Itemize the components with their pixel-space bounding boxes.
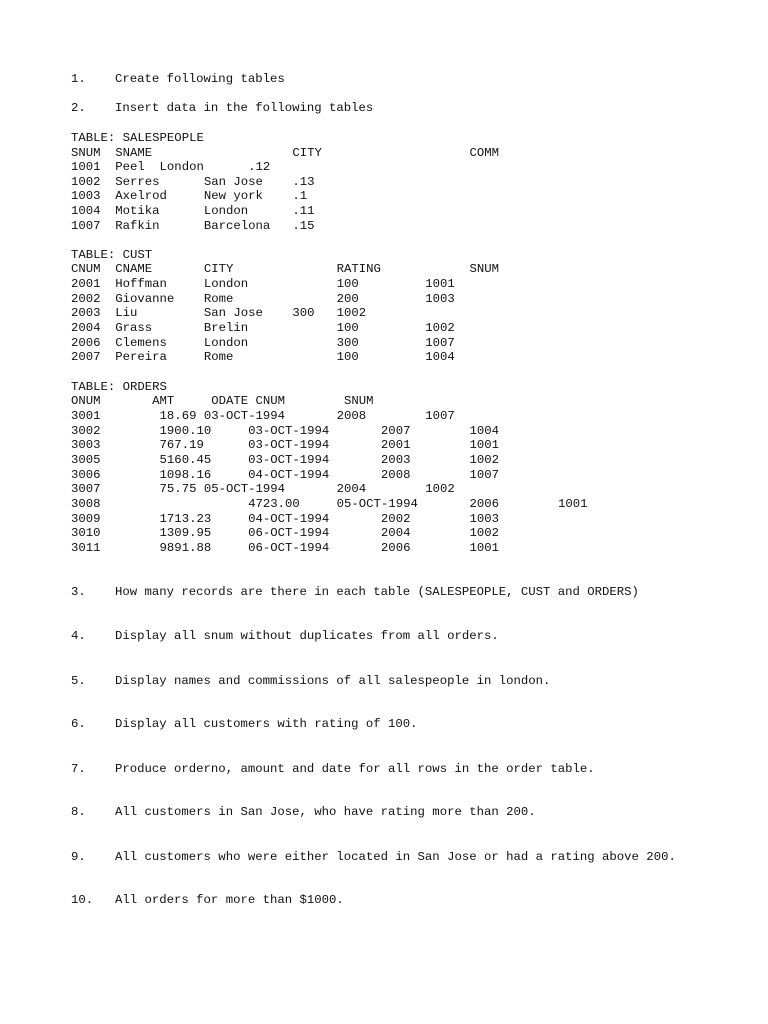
item-6-number: 6.	[71, 717, 86, 731]
salespeople-row: 1001 Peel London .12	[71, 160, 271, 174]
salespeople-row: 1003 Axelrod New york .1	[71, 189, 308, 203]
item-3-number: 3.	[71, 585, 86, 599]
item-9-text: All customers who were either located in San Jose or had a rating above 200.	[115, 850, 676, 864]
orders-row: 3008 4723.00 05-OCT-1994 2006 1001	[71, 497, 588, 511]
salespeople-row: 1004 Motika London .11	[71, 204, 315, 218]
item-2-text: Insert data in the following tables	[115, 101, 374, 115]
item-7-text: Produce orderno, amount and date for all rows in the order table.	[115, 762, 595, 776]
orders-row: 3010 1309.95 06-OCT-1994 2004 1002	[71, 526, 500, 540]
item-1-text: Create following tables	[115, 72, 285, 86]
salespeople-row: 1002 Serres San Jose .13	[71, 175, 315, 189]
orders-row: 3005 5160.45 03-OCT-1994 2003 1002	[71, 453, 500, 467]
orders-title: TABLE: ORDERS	[71, 380, 167, 394]
orders-row: 3007 75.75 05-OCT-1994 2004 1002	[71, 482, 455, 496]
orders-row: 3001 18.69 03-OCT-1994 2008 1007	[71, 409, 455, 423]
item-10-text: All orders for more than $1000.	[115, 893, 344, 907]
item-10-number: 10.	[71, 893, 94, 907]
cust-title: TABLE: CUST	[71, 248, 153, 262]
item-6-text: Display all customers with rating of 100.	[115, 717, 418, 731]
cust-header: CNUM CNAME CITY RATING SNUM	[71, 262, 500, 276]
item-8-text: All customers in San Jose, who have rating more than 200.	[115, 805, 536, 819]
item-2-number: 2.	[71, 101, 86, 115]
item-4-text: Display all snum without duplicates from all orders.	[115, 629, 499, 643]
orders-row: 3006 1098.16 04-OCT-1994 2008 1007	[71, 468, 500, 482]
item-1-number: 1.	[71, 72, 86, 86]
orders-header: ONUM AMT ODATE CNUM SNUM	[71, 394, 374, 408]
item-8-number: 8.	[71, 805, 86, 819]
item-7-number: 7.	[71, 762, 86, 776]
item-4-number: 4.	[71, 629, 86, 643]
orders-row: 3003 767.19 03-OCT-1994 2001 1001	[71, 438, 500, 452]
cust-row: 2004 Grass Brelin 100 1002	[71, 321, 455, 335]
cust-row: 2006 Clemens London 300 1007	[71, 336, 455, 350]
cust-row: 2003 Liu San Jose 300 1002	[71, 306, 367, 320]
item-5-number: 5.	[71, 674, 86, 688]
cust-row: 2007 Pereira Rome 100 1004	[71, 350, 455, 364]
orders-row: 3002 1900.10 03-OCT-1994 2007 1004	[71, 424, 500, 438]
cust-row: 2001 Hoffman London 100 1001	[71, 277, 455, 291]
salespeople-header: SNUM SNAME CITY COMM	[71, 146, 500, 160]
cust-row: 2002 Giovanne Rome 200 1003	[71, 292, 455, 306]
item-5-text: Display names and commissions of all salespeople in london.	[115, 674, 551, 688]
item-3-text: How many records are there in each table (SALESPEOPLE, CUST and ORDERS)	[115, 585, 639, 599]
salespeople-title: TABLE: SALESPEOPLE	[71, 131, 204, 145]
orders-row: 3011 9891.88 06-OCT-1994 2006 1001	[71, 541, 500, 555]
orders-row: 3009 1713.23 04-OCT-1994 2002 1003	[71, 512, 500, 526]
item-9-number: 9.	[71, 850, 86, 864]
salespeople-row: 1007 Rafkin Barcelona .15	[71, 219, 315, 233]
